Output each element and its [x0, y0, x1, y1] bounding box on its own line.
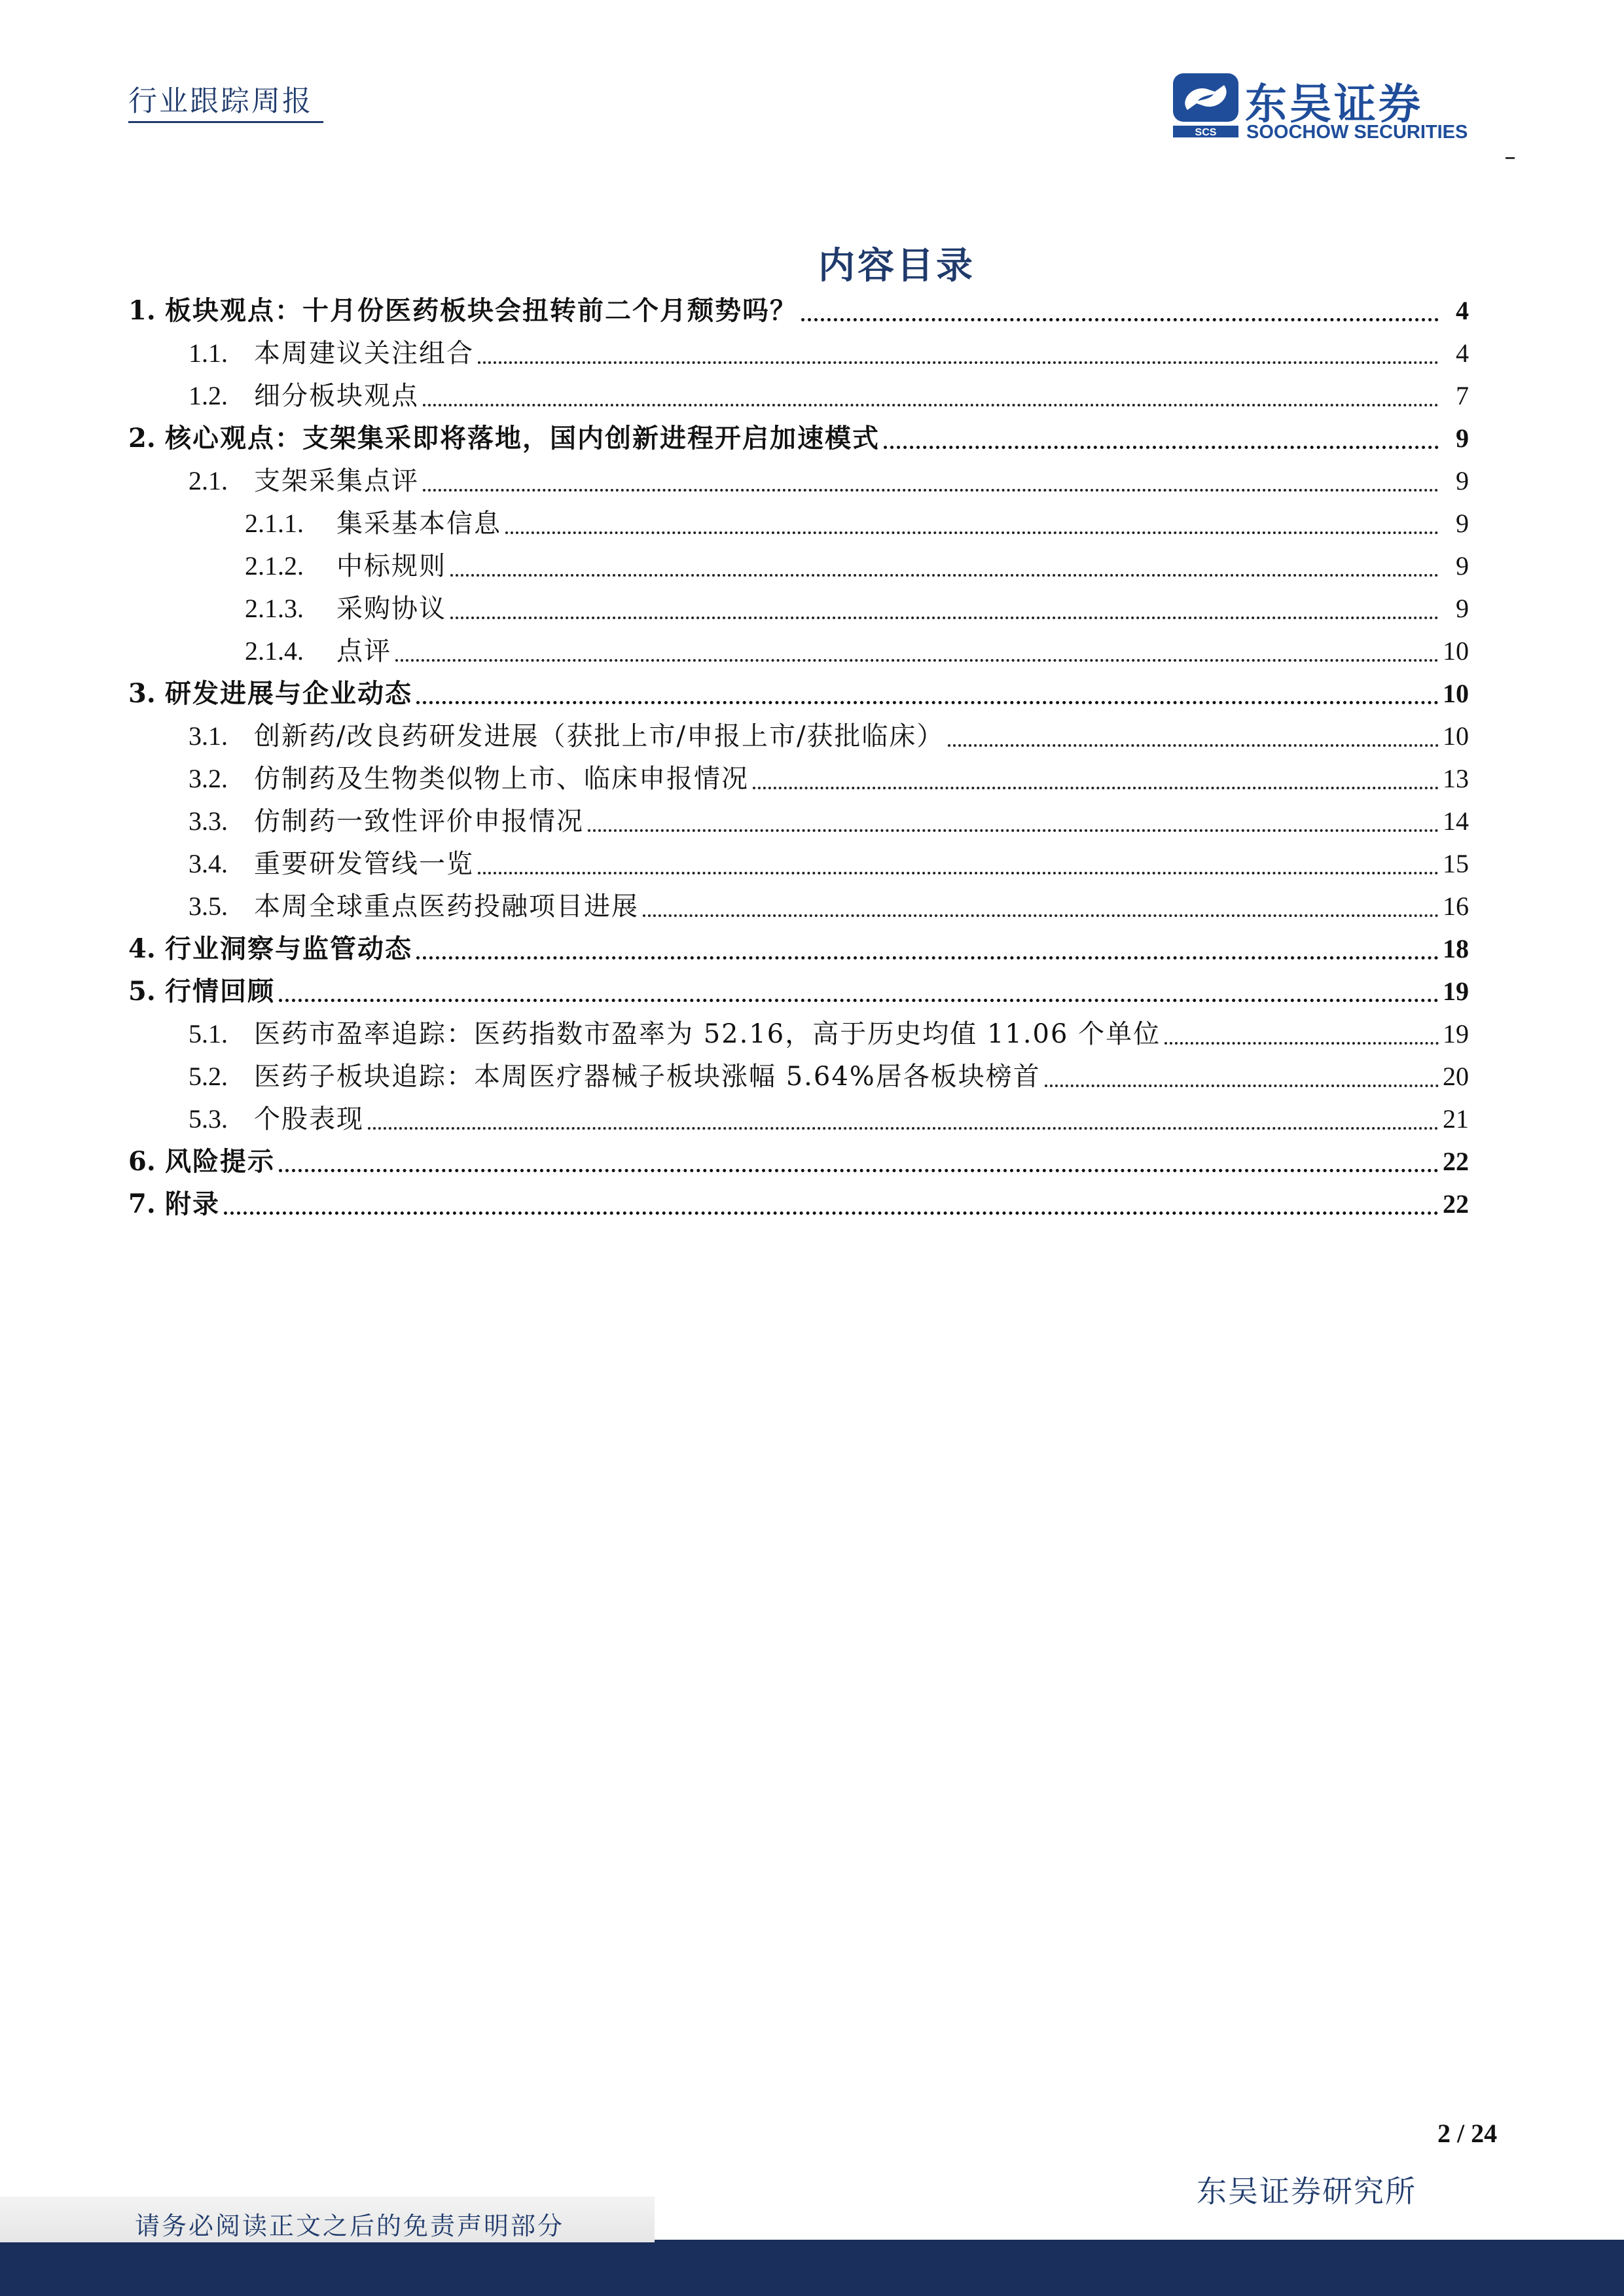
toc-entry-title: 医药市盈率追踪：医药指数市盈率为 52.16，高于历史均值 11.06 个单位 — [254, 1019, 1161, 1049]
toc-entry-page: 9 — [1456, 423, 1469, 453]
toc-entry-page: 13 — [1443, 764, 1469, 793]
toc-entry-number: 5.3. — [189, 1104, 228, 1134]
toc-entry-number: 2.1.3. — [245, 594, 304, 623]
toc-entry-title: 板块观点：十月份医药板块会扭转前二个月颓势吗？ — [165, 295, 797, 326]
toc-entry[interactable] — [128, 501, 1469, 543]
toc-leader-dots — [450, 574, 1439, 577]
toc-leader-dots — [224, 1211, 1439, 1215]
toc-entry-number: 2. — [128, 423, 156, 454]
toc-entry[interactable] — [128, 671, 1469, 713]
toc-entry-title: 采购协议 — [336, 594, 446, 624]
toc-entry-number: 5.2. — [189, 1062, 228, 1091]
toc-entry-title: 核心观点：支架集采即将落地，国内创新进程开启加速模式 — [165, 423, 880, 454]
toc-entry-page: 21 — [1443, 1104, 1469, 1134]
toc-entry[interactable] — [128, 416, 1469, 458]
toc-entry[interactable] — [128, 969, 1469, 1011]
toc-entry-title: 中标规则 — [336, 551, 446, 581]
toc-entry-title: 支架采集点评 — [254, 466, 419, 496]
logo-chinese-name: 东吴证券 — [1245, 81, 1423, 129]
toc-leader-dots — [643, 914, 1439, 917]
toc-entry-number: 3. — [128, 678, 156, 709]
toc-entry-page: 4 — [1456, 338, 1469, 368]
institute-name: 东吴证券研究所 — [1197, 2174, 1416, 2209]
toc-entry-number: 2.1.4. — [245, 636, 304, 666]
toc-entry-title: 仿制药一致性评价申报情况 — [254, 806, 584, 836]
toc-entry-title: 细分板块观点 — [254, 381, 419, 411]
toc-entry-title: 点评 — [336, 636, 391, 666]
toc-entry-page: 19 — [1443, 977, 1469, 1006]
soochow-logo-icon — [1173, 73, 1238, 139]
toc-leader-dots — [368, 1127, 1439, 1130]
toc-entry[interactable] — [128, 288, 1469, 331]
toc-entry-page: 10 — [1443, 636, 1469, 666]
toc-entry-number: 1. — [128, 295, 156, 326]
toc-entry-page: 9 — [1456, 509, 1469, 538]
toc-entry-page: 9 — [1456, 551, 1469, 581]
toc-leader-dots — [279, 999, 1439, 1002]
report-type-label: 行业跟踪周报 — [128, 84, 313, 118]
toc-entry-number: 4. — [128, 933, 156, 964]
toc-entry[interactable] — [128, 543, 1469, 586]
toc-entry[interactable] — [128, 756, 1469, 798]
toc-entry[interactable] — [128, 884, 1469, 926]
toc-entry-title: 医药子板块追踪：本周医疗器械子板块涨幅 5.64%居各板块榜首 — [254, 1062, 1041, 1092]
toc-entry[interactable] — [128, 458, 1469, 501]
toc-leader-dots — [588, 829, 1439, 832]
toc-entry-title: 风险提示 — [165, 1146, 275, 1177]
toc-entry[interactable] — [128, 628, 1469, 671]
toc-leader-dots — [1164, 1042, 1439, 1045]
toc-entry[interactable] — [128, 373, 1469, 416]
svg-text:SCS: SCS — [1195, 127, 1217, 138]
toc-entry-number: 3.5. — [189, 891, 228, 921]
toc-leader-dots — [416, 701, 1439, 704]
toc-entry-number: 3.4. — [189, 849, 228, 878]
footer-bar — [0, 2240, 1624, 2296]
toc-entry-page: 22 — [1443, 1189, 1469, 1219]
toc-entry-page: 10 — [1443, 679, 1469, 708]
toc-entry-number: 2.1.2. — [245, 551, 304, 581]
toc-entry-page: 20 — [1443, 1062, 1469, 1091]
toc-leader-dots — [395, 659, 1439, 662]
toc-leader-dots — [505, 531, 1439, 534]
toc-entry-number: 6. — [128, 1146, 156, 1177]
toc-entry-number: 3.3. — [189, 806, 228, 836]
toc-leader-dots — [416, 956, 1439, 960]
toc-entry-page: 10 — [1443, 721, 1469, 751]
toc-entry-title: 附录 — [165, 1189, 220, 1219]
toc-leader-dots — [423, 404, 1439, 406]
toc-entry[interactable] — [128, 841, 1469, 884]
toc-entry-title: 个股表现 — [254, 1104, 364, 1134]
toc-entry-page: 18 — [1443, 934, 1469, 963]
toc-entry-page: 4 — [1456, 296, 1469, 325]
toc-entry-title: 重要研发管线一览 — [254, 849, 474, 879]
toc-entry-title: 行业洞察与监管动态 — [165, 933, 412, 964]
toc-entry-title: 创新药/改良药研发进展（获批上市/申报上市/获批临床） — [254, 721, 945, 751]
toc-entry-page: 9 — [1456, 594, 1469, 623]
header-underline — [128, 121, 323, 123]
toc-leader-dots — [423, 489, 1439, 492]
toc-entry[interactable] — [128, 1096, 1469, 1139]
header-dash — [1506, 157, 1515, 159]
toc-entry[interactable] — [128, 798, 1469, 841]
toc-entry-page: 19 — [1443, 1019, 1469, 1049]
toc-entry[interactable] — [128, 1139, 1469, 1181]
toc-entry-title: 研发进展与企业动态 — [165, 678, 412, 709]
toc-entry-number: 2.1.1. — [245, 509, 304, 538]
toc-leader-dots — [1045, 1085, 1439, 1087]
toc-leader-dots — [884, 446, 1439, 449]
soochow-logo — [1173, 71, 1500, 149]
toc-leader-dots — [478, 872, 1439, 874]
toc-entry[interactable] — [128, 1181, 1469, 1224]
toc-entry-number: 7. — [128, 1189, 156, 1219]
toc-entry-page: 9 — [1456, 466, 1469, 495]
toc-entry-number: 1.2. — [189, 381, 228, 410]
page-number: 2 / 24 — [1437, 2119, 1498, 2148]
toc-entry[interactable] — [128, 713, 1469, 756]
toc-entry-title: 本周建议关注组合 — [254, 338, 474, 368]
toc-entry-title: 行情回顾 — [165, 976, 275, 1007]
toc-entry[interactable] — [128, 586, 1469, 628]
toc-entry-number: 5. — [128, 976, 156, 1007]
toc-entry[interactable] — [128, 1054, 1469, 1096]
table-of-contents — [128, 288, 1469, 1224]
toc-entry-number: 3.1. — [189, 721, 228, 751]
toc-leader-dots — [279, 1169, 1439, 1172]
toc-entry[interactable] — [128, 331, 1469, 373]
toc-leader-dots — [450, 617, 1439, 619]
toc-entry[interactable] — [128, 926, 1469, 969]
toc-leader-dots — [753, 787, 1439, 789]
toc-entry-page: 15 — [1443, 849, 1469, 878]
toc-entry-page: 14 — [1443, 806, 1469, 836]
toc-entry-number: 2.1. — [189, 466, 228, 495]
toc-entry-number: 1.1. — [189, 338, 228, 368]
toc-title: 内容目录 — [818, 244, 975, 287]
toc-entry-number: 5.1. — [189, 1019, 228, 1049]
toc-leader-dots — [478, 361, 1439, 364]
toc-entry[interactable] — [128, 1011, 1469, 1054]
toc-entry-title: 集采基本信息 — [336, 509, 501, 539]
toc-leader-dots — [801, 318, 1439, 321]
disclaimer-text: 请务必阅读正文之后的免责声明部分 — [135, 2212, 565, 2240]
toc-entry-page: 22 — [1443, 1147, 1469, 1176]
toc-entry-page: 16 — [1443, 891, 1469, 921]
toc-leader-dots — [948, 744, 1439, 747]
toc-entry-page: 7 — [1456, 381, 1469, 410]
toc-entry-title: 仿制药及生物类似物上市、临床申报情况 — [254, 764, 749, 794]
toc-entry-number: 3.2. — [189, 764, 228, 793]
toc-entry-title: 本周全球重点医药投融项目进展 — [254, 891, 639, 922]
logo-english-name: SOOCHOW SECURITIES — [1246, 122, 1468, 143]
